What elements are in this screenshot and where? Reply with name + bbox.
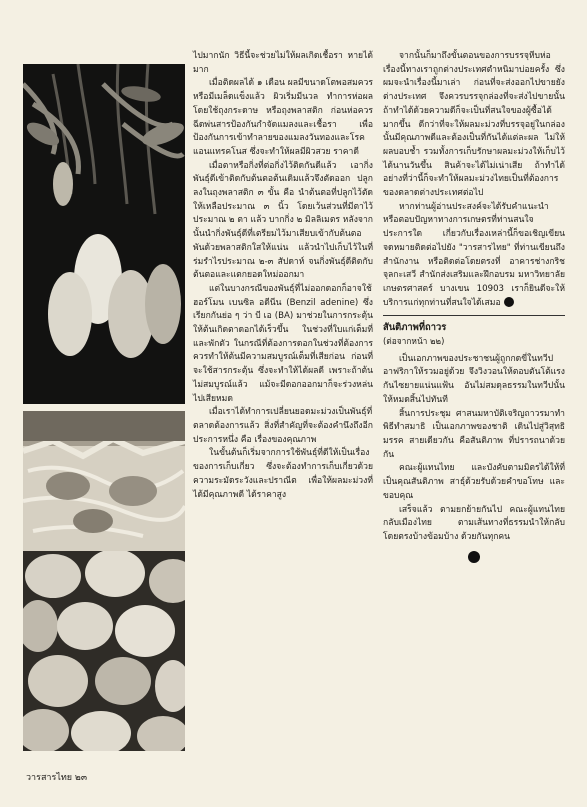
page-footer: วารสารไทย ๒๓ [26,773,88,783]
paragraph: เมื่อเราได้ทำการเปลี่ยนยอดมะม่วงเป็นพันธุ์ที่ตลาดต้องการแล้ว สิ่งที่สำคัญที่จะต้องคำนึงถึงอีกประการหนึ่ง คือ เรื่องของคุณภาพ [193,407,373,445]
packed-mangoes-photo [23,411,185,551]
paragraph: จากนั้นก็มาถึงขั้นตอนของการบรรจุหีบห่อ เรื่องนี้ทางเราถูกต่างประเทศตำหนิมาบ่อยครั้ง ซึ่งผมจะนำเรื่องนี้มาเล่า ก่อนที่จะส่งออกไปขายยังต่างประเทศ จึงควรบรรจุกล่องที่จะส่งไปขายนั้นถ้าทำได้ด้วยความดีก็จะเป็นที่สนใจของผู้ซื้อได้มากขึ้น ดีกว่าที่จะให้ผลมะม่วงที่บรรจุอยู่ในกล่องนั้นมีคุณภาพดีและต้องเป็นที่กันได้แต่ละผล ไม่ให้ผลบอบช้ำ รวมทั้งการเก็บรักษาผลมะม่วงให้เก็บไว้ได้นานวันขึ้น สินค้าจะได้ไม่เน่าเสีย ถ้าทำได้อย่างที่ว่านี้ก็จะทำให้ผลมะม่วงไทยเป็นที่ต้องการของตลาดต่างประเทศต่อไป [383,51,565,199]
paragraph: เมื่อติดผลได้ ๑ เดือน ผลมีขนาดโตพอสมควร หรือมีเมล็ดแข็งแล้ว ผิวเริ่มมีนวล ทำการห่อผลโดยใช้ถุงกระดาษ หรือถุงพลาสติก ก่อนห่อควรฉีดพ่นสารป้องกันกำจัดแมลงและเชื้อรา เพื่อป้องกันการเข้าทำลายของแมลงวันทองและโรคแอนแทรคโนส ซึ่งจะทำให้ผลมีผิวสวย ราคาดี [193,78,373,157]
paragraph [383,201,565,311]
paragraph: เมื่อตาหรือกิ่งที่ต่อกิ่งไว้ติดกันดีแล้ว เอากิ่งพันธุ์ดีเข้าติดกับต้นตอต้นเดิมแล้วจึงตัดออก ปลูกลงในถุงพลาสติก ๓ ขั้น คือ นำต้นตอที่ปลูกไว้ตัดให้เหลือประมาณ ๓ นิ้ว โดยเว้นส่วนที่มีตาไว้ประมาณ ๒ ตา แล้ว บากกิ่ง ๒ มิลลิเมตร หลังจากนั้นนำกิ่งพันธุ์ดีที่เตรียมไว้มาเสียบเข้ากับต้นตอ พันด้วยพลาสติกใสให้แน่น แล้วนำไปเก็บไว้ในที่ร่มรำไรประมาณ ๒-๓ สัปดาห์ จนกิ่งพันธุ์ดีติดกับต้นตอและแตกยอดใหม่ออกมา [193,160,373,281]
packed-mangoes-illustration [23,411,185,551]
paragraph: แต่ในบางกรณีของพันธุ์ที่ไม่ออกดอกก็อาจใช้ฮอร์โมน เบนซิล อดีนีน (Benzil adenine) ซึ่งเรียกกันย่อ ๆ ว่า บี เอ (BA) มาช่วยในการกระตุ้นให้ต้นเกิดตาดอกได้เร็วขึ้น ในช่วงที่ใบแก่เต็มที่และพักตัว ในกรณีที่ต้องการดอกในช่วงที่ต้องการ ควรทำให้ต้นมีความสมบูรณ์เต็มที่เสียก่อน ก่อนที่จะใช้สารกระตุ้น ซึ่งจะทำให้ได้ผลดี เพราะถ้าต้นไม่สมบูรณ์แล้ว แม้จะมีดอกออกมาก็จะร่วงหล่นไปเสียหมด [193,283,373,404]
section-divider [383,315,565,316]
mango-pile-photo [23,551,185,751]
paragraph: คณะผู้แทนไทย และบังคับตามมิตรได้ให้ที่เป็นคุณสันติภาพ สาธุ์ด้วยรับด้วยคำขอโทษ และขอบคุณ [383,463,565,501]
end-mark-icon [504,297,514,307]
section-title: สันติภาพที่ถาวร [383,322,447,334]
mango-hanging-illustration [23,64,185,404]
article-column-right [383,50,565,563]
article-column-middle [193,50,373,502]
mango-pile-illustration [23,551,185,751]
paragraph: เป็นเอกภาพของประชาชนผู้ถูกกดขี่ในทวีปอาฟริกาให้รวมอยู่ด้วย จึงวิงวอนให้ตอบตันโต้แรงกันไซยายแน่นแฟ้น อันไม่สมดุลธรรมในทวีปนั้น ให้หมดสิ้นไปทันที [383,353,565,405]
paragraph: ในขั้นต้นก็เริ่มจากการใช้พันธุ์ที่ดีให้เป็นเรื่องของการเก็บเกี่ยว ซึ่งจะต้องทำการเก็บเกี่ยวด้วยความระมัดระวังและปราณีต เพื่อให้ผลมะม่วงที่ได้มีคุณภาพดี ได้ราคาสูง [193,448,373,500]
paragraph: เสร็จแล้ว ตามยกย้ายกันไป คณะผู้แทนไทยกลับเมืองไทย ตามเส้นทางที่ธรรมนำให้กลับ โดยตรงบ้างข้อมบ้าง ด้วยกันทุกคน [383,504,565,542]
paragraph: ไปมากนัก วิธีนี้จะช่วยไม่ให้ผลเกิดเชื้อรา หายได้มาก [193,51,373,75]
mango-hanging-photo [23,64,185,404]
end-mark-icon [468,551,480,563]
contact-text: หากท่านผู้อ่านประสงค์จะได้รับคำแนะนำ หรือตอบปัญหาทางการเกษตรที่ท่านสนใจ ประการใด เกี่ยวกับเรื่องเหล่านี้ก็ขอเชิญเขียนจดหมายติดต่อไปยัง "วารสารไทย" ที่ท่านเขียนถึงสำนักงาน หรือติดต่อโดยตรงที่ อาคารช่างกริช จุลกะเสวี สำนักส่งเสริมและฝึกอบรม มหาวิทยาลัยเกษตรศาสตร์ บางเขน 10903 เราก็ยินดีจะให้บริการแก่ทุกท่านที่สนใจได้เสมอ [383,201,565,308]
paragraph: สิ้นการประชุม ศาสนมหาบัติเจริญถาวรมาทำพิธีทำสมาธิ เป็นเอกภาพของชาติ เดินไปสู่วิสุทธิมรรค สายเดียวกัน คือสันติภาพ ที่ปรารถนาด้วยกัน [383,408,565,460]
section-subtitle: (ต่อจากหน้า ๒๒) [383,336,445,347]
